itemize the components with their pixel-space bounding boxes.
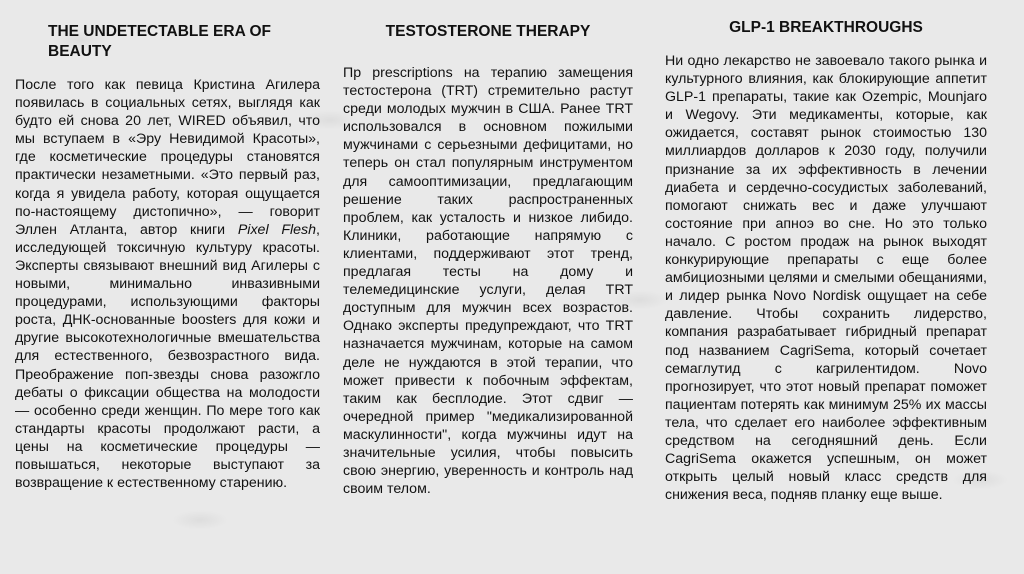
column-body xyxy=(15,76,320,492)
column-body: Пр prescriptions на терапию замещения тестостерона (TRT) стремительно растут среди молодых мужчин в США. Ранее TRT использовался в основном пожилыми мужчинами с серьезными дефицитами, но теперь он стал популярным инструментом для самооптимизации, предлагающим решение таких распространенных проблем, как усталость и низкое либидо. Клиники, работающие напрямую с клиентами, поддерживают этот тренд, предлагая тесты на дому и телемедицинские услуги, делая TRT доступным для мужчин всех возрастов. Однако эксперты предупреждают, что TRT назначается мужчинам, которые на самом деле не нуждаются в этой терапии, что может привести к побочным эффектам, таким как бесплодие. Этот сдвиг — очередной пример "медикализированной маскулинности", когда мужчины идут на значительные усилия, чтобы повысить свою энергию, уверенность и контроль над своим телом. xyxy=(343,65,633,498)
column-title: GLP-1 BREAKTHROUGHS xyxy=(729,19,923,36)
body-text-end: , исследующей токсичную культуру красоты. Эксперты связывают внешний вид Агилеры с новыми, минимально инвазивными процедурами, использующими факторы роста, ДНК-основанные boosters для кожи и другие высокотехнологичные вмешательства для естественного, безвозрастного вида. Преображение поп-звезды снова разожгло дебаты о фиксации общества на молодости — особенно среди женщин. По мере того как стандарты красоты продолжают расти, а цены на косметические процедуры — повышаться, некоторые выступают за возвращение к естественному старению. xyxy=(15,221,320,492)
body-text-start: После того как певица Кристина Агилера появилась в социальных сетях, выглядя как будто ей снова 20 лет, WIRED объявил, что мы вступаем в «Эру Невидимой Красоты», где косметические процедуры становятся практически незаметными. «Это первый раз, когда я увидела работу, которая ощущается по-настоящему дистопично», — говорит Эллен Атланта, автор книги xyxy=(15,77,320,238)
column-beauty xyxy=(15,22,320,492)
column-title: THE UNDETECTABLE ERA OF BEAUTY xyxy=(48,23,272,60)
column-testosterone xyxy=(343,22,633,498)
column-glp1 xyxy=(665,18,987,504)
column-title: TESTOSTERONE THERAPY xyxy=(385,23,591,40)
column-body: Ни одно лекарство не завоевало такого рынка и культурного влияния, как блокирующие аппетит GLP-1 препараты, такие как Ozempic, Mounjaro и Wegovy. Эти медикаменты, которые, как ожидается, составят рынок стоимостью 130 миллиардов долларов к 2030 году, получили признание за их эффективность в лечении диабета и сердечно-сосудистых заболеваний, помогают снижать вес и даже улучшают состояние при апноэ во сне. Но это только начало. С ростом продаж на рынок выходят конкурирующие препараты с еще более амбициозными целями и смелыми обещаниями, и лидер рынка Novo Nordisk ощущает на себе давление. Чтобы сохранить лидерство, компания разрабатывает гибридный препарат под названием CagriSema, который сочетает семаглутид с кагрилентидом. Novo прогнозирует, что этот новый препарат поможет пациентам потерять как минимум 25% их массы тела, что сделает его наиболее эффективным средством на сегодняшний день. Если CagriSema окажется успешным, он может открыть целый новый класс средств для снижения веса, подняв планку еще выше. xyxy=(665,53,987,504)
book-title: Pixel Flesh xyxy=(237,221,317,238)
